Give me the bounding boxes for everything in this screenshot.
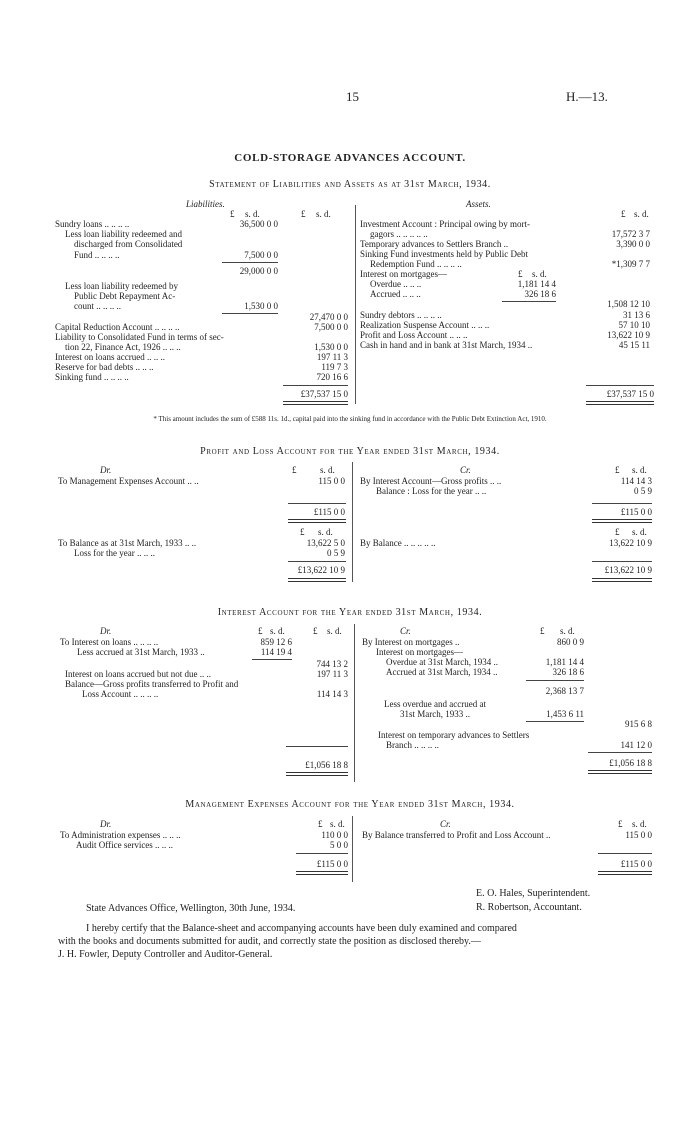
mgmt-dr-admin: To Administration expenses .. .. .. <box>60 830 181 840</box>
col-pound: £ <box>618 819 623 829</box>
liabilities-heading: Liabilities. <box>186 199 225 209</box>
liab-less-loan: Fund .. .. .. .. <box>74 250 120 260</box>
total-rule <box>588 752 652 753</box>
pl-cr-loss: Balance : Loss for the year .. .. <box>376 486 487 496</box>
int-cr-temporary: Branch .. .. .. .. <box>386 740 439 750</box>
liab-consolidated-fund: Liability to Consolidated Fund in terms of sec- <box>55 332 224 342</box>
col-pound: £ <box>301 209 306 219</box>
asset-total: £37,537 15 0 <box>606 389 654 399</box>
dr-label: Dr. <box>100 465 112 475</box>
int-dr-accrued-not-due: Interest on loans accrued but not due .. .. <box>65 669 211 679</box>
liab-subtotal-amount: 29,000 0 0 <box>239 266 278 276</box>
col-pound: £ <box>540 626 545 636</box>
cr-label: Cr. <box>400 626 411 636</box>
total-double-rule <box>598 871 652 875</box>
interest-divider <box>354 624 355 782</box>
liab-sinking-fund-amount: 720 16 6 <box>316 372 348 382</box>
liab-consolidated-fund: tion 22, Finance Act, 1926 .. .. .. <box>65 342 181 352</box>
asset-mortgages-total: 1,508 12 10 <box>607 299 650 309</box>
certificate-signature: J. H. Fowler, Deputy Controller and Auditor-General. <box>58 949 273 960</box>
liab-less-loan: discharged from Consolidated <box>74 239 183 249</box>
liab-pdr-amount: 1,530 0 0 <box>244 301 278 311</box>
pl-cr-loss-amount: 0 5 9 <box>634 486 652 496</box>
total-rule <box>288 503 346 504</box>
liab-less-loan-amount: 7,500 0 0 <box>244 250 278 260</box>
total-rule <box>283 385 348 386</box>
asset-sundry-debtors-amount: 31 13 6 <box>623 310 650 320</box>
int-dr-accrued-not-due-amount: 197 11 3 <box>316 669 348 679</box>
mgmt-cr-balance: By Balance transferred to Profit and Loss Account .. <box>362 830 551 840</box>
col-sd: s. d. <box>560 626 575 636</box>
liab-interest-accrued: Interest on loans accrued .. .. .. <box>55 352 165 362</box>
int-cr-accrued-amount: 326 18 6 <box>552 667 584 677</box>
col-sd: s. d. <box>270 626 285 636</box>
pl-dr-loss: Loss for the year .. .. .. <box>74 548 155 558</box>
office-date: State Advances Office, Wellington, 30th June, 1934. <box>86 903 296 914</box>
col-sd: s. d. <box>532 269 547 279</box>
pl-dr-management-amount: 115 0 0 <box>318 476 345 486</box>
liab-sundry-loans-amount: 36,500 0 0 <box>239 219 278 229</box>
total-double-rule <box>296 871 348 875</box>
int-dr-gross-profits: Loss Account .. .. .. .. <box>82 689 159 699</box>
col-pound: £ <box>615 465 620 475</box>
asset-temporary-advances: Temporary advances to Settlers Branch .. <box>360 239 509 249</box>
col-sd: s. d. <box>316 209 331 219</box>
pl-cr-interest-amount: 114 14 3 <box>620 476 652 486</box>
col-sd: s. d. <box>320 465 335 475</box>
signature-superintendent: E. O. Hales, Superintendent. <box>476 888 591 899</box>
int-dr-net-amount: 744 13 2 <box>316 659 348 669</box>
liab-capital-reduction: Capital Reduction Account .. .. .. .. <box>55 322 180 332</box>
profit-loss-heading: Profit and Loss Account for the Year ended 31st March, 1934. <box>200 446 500 457</box>
int-cr-overdue-amount: 1,181 14 4 <box>545 657 584 667</box>
certificate-line: I hereby certify that the Balance-sheet and accompanying accounts have been duly examined and compared <box>86 923 517 934</box>
asset-interest-mortgages: Interest on mortgages— <box>360 269 447 279</box>
subtotal-rule <box>222 262 278 263</box>
subtotal-rule <box>502 301 556 302</box>
liab-pdr: Public Debt Repayment Ac- <box>74 291 176 301</box>
col-sd: s. d. <box>632 465 647 475</box>
int-cr-less: 31st March, 1933 .. <box>400 709 470 719</box>
asset-investment: gagors .. .. .. .. .. <box>370 229 428 239</box>
col-pound: £ <box>615 527 620 537</box>
subtotal-rule <box>526 721 584 722</box>
pl-dr-balance: To Balance as at 31st March, 1933 .. .. <box>58 538 197 548</box>
int-cr-mortgages: By Interest on mortgages .. <box>362 637 460 647</box>
col-pound: £ <box>313 626 318 636</box>
total-rule <box>592 503 652 504</box>
cr-label: Cr. <box>460 465 471 475</box>
asset-overdue: Overdue .. .. .. <box>370 279 422 289</box>
mgmt-dr-audit: Audit Office services .. .. .. <box>76 840 174 850</box>
total-rule <box>598 853 652 854</box>
pl-cr-interest: By Interest Account—Gross profits .. .. <box>360 476 502 486</box>
asset-sinking-fund-amount: *1,309 7 7 <box>611 259 650 269</box>
int-cr-less-amount: 1,453 6 11 <box>546 709 584 719</box>
certificate-line: with the books and documents submitted for audit, and correctly state the position as disclosed thereby.— <box>58 936 481 947</box>
interest-heading: Interest Account for the Year ended 31st March, 1934. <box>217 607 483 618</box>
int-dr-loans-amount: 859 12 6 <box>260 637 292 647</box>
pl-cr-total: £115 0 0 <box>620 507 652 517</box>
pl-divider <box>352 462 353 582</box>
int-dr-gross-profits-amount: 114 14 3 <box>316 689 348 699</box>
liab-reserve-amount: 119 7 3 <box>321 362 348 372</box>
int-cr-overdue: Overdue at 31st March, 1934 .. <box>386 657 498 667</box>
asset-profit-loss: Profit and Loss Account .. .. .. <box>360 330 468 340</box>
col-pound: £ <box>318 819 323 829</box>
management-heading: Management Expenses Account for the Year ended 31st March, 1934. <box>185 799 515 810</box>
asset-accrued-amount: 326 18 6 <box>524 289 556 299</box>
int-cr-net-amount: 915 6 8 <box>625 719 652 729</box>
page-number: 15 <box>346 89 359 104</box>
asset-sinking-fund: Redemption Fund .. .. .. .. <box>370 259 462 269</box>
pl-cr-total2: £13,622 10 9 <box>604 565 652 575</box>
liab-reserve: Reserve for bad debts .. .. .. <box>55 362 154 372</box>
document-title: COLD-STORAGE ADVANCES ACCOUNT. <box>234 152 466 164</box>
mgmt-dr-total: £115 0 0 <box>316 859 348 869</box>
asset-sinking-fund: Sinking Fund investments held by Public Debt <box>360 249 528 259</box>
subtotal-rule <box>526 680 584 681</box>
asset-investment: Investment Account : Principal owing by mort- <box>360 219 530 229</box>
pl-dr-total: £115 0 0 <box>313 507 345 517</box>
mgmt-cr-balance-amount: 115 0 0 <box>625 830 652 840</box>
total-double-rule <box>588 770 652 774</box>
int-dr-less-accrued-amount: 114 19 4 <box>260 647 292 657</box>
asset-cash-amount: 45 15 11 <box>618 340 650 350</box>
col-pound: £ <box>292 465 297 475</box>
management-divider <box>352 816 353 882</box>
int-dr-total: £1,056 18 8 <box>305 760 348 770</box>
mgmt-cr-total: £115 0 0 <box>620 859 652 869</box>
col-pound: £ <box>621 209 626 219</box>
liab-pdr: Less loan liability redeemed by <box>65 281 178 291</box>
total-rule <box>288 561 346 562</box>
int-cr-mortgages-sub: Interest on mortgages— <box>376 647 463 657</box>
asset-investment-amount: 17,572 3 7 <box>611 229 650 239</box>
total-rule <box>586 385 654 386</box>
total-rule <box>592 561 652 562</box>
col-sd: s. d. <box>330 819 345 829</box>
mgmt-dr-audit-amount: 5 0 0 <box>330 840 348 850</box>
col-pound: £ <box>258 626 263 636</box>
total-double-rule <box>286 772 348 776</box>
dr-label: Dr. <box>100 626 112 636</box>
int-dr-gross-profits: Balance—Gross profits transferred to Profit and <box>65 679 239 689</box>
int-cr-mortgages-amount: 860 0 9 <box>557 637 584 647</box>
liab-pdr: count .. .. .. .. <box>74 301 121 311</box>
statement-divider <box>355 205 356 404</box>
asset-realization: Realization Suspense Account .. .. .. <box>360 320 490 330</box>
asset-realization-amount: 57 10 10 <box>618 320 650 330</box>
liab-total: £37,537 15 0 <box>300 389 348 399</box>
total-rule <box>286 746 348 747</box>
statement-heading: Statement of Liabilities and Assets as at 31st March, 1934. <box>209 179 491 190</box>
liab-sinking-fund: Sinking fund .. .. .. .. <box>55 372 129 382</box>
report-ref: H.—13. <box>566 89 608 104</box>
liab-sundry-loans: Sundry loans .. .. .. .. <box>55 219 130 229</box>
total-double-rule <box>592 578 652 582</box>
int-dr-less-accrued: Less accrued at 31st March, 1933 .. <box>77 647 205 657</box>
int-cr-total: £1,056 18 8 <box>609 758 652 768</box>
asset-profit-loss-amount: 13,622 10 9 <box>607 330 650 340</box>
total-double-rule <box>592 519 652 523</box>
liab-net-loans-amount: 27,470 0 0 <box>309 312 348 322</box>
col-sd: s. d. <box>632 527 647 537</box>
total-double-rule <box>288 578 346 582</box>
pl-dr-management: To Management Expenses Account .. .. <box>58 476 199 486</box>
mgmt-dr-admin-amount: 110 0 0 <box>321 830 348 840</box>
liab-interest-accrued-amount: 197 11 3 <box>316 352 348 362</box>
liab-consolidated-fund-amount: 1,530 0 0 <box>314 342 348 352</box>
asset-sundry-debtors: Sundry debtors .. .. .. .. <box>360 310 442 320</box>
liab-less-loan: Less loan liability redeemed and <box>65 229 182 239</box>
int-cr-subtotal: 2,368 13 7 <box>545 686 584 696</box>
statement-footnote: * This amount includes the sum of £588 11s. 1d., capital paid into the sinking fund in accordance with the Public Debt Extinction Act, 1910. <box>153 415 547 423</box>
int-cr-temporary: Interest on temporary advances to Settlers <box>378 730 530 740</box>
cr-label: Cr. <box>440 819 451 829</box>
assets-heading: Assets. <box>466 199 491 209</box>
col-sd: s. d. <box>327 626 342 636</box>
total-double-rule <box>283 401 348 405</box>
col-pound: £ <box>300 527 305 537</box>
int-cr-less: Less overdue and accrued at <box>384 699 486 709</box>
asset-accrued: Accrued .. .. .. <box>370 289 421 299</box>
pl-cr-balance-amount: 13,622 10 9 <box>609 538 652 548</box>
pl-dr-total2: £13,622 10 9 <box>297 565 345 575</box>
asset-cash: Cash in hand and in bank at 31st March, 1934 .. <box>360 340 533 350</box>
col-sd: s. d. <box>632 819 647 829</box>
total-rule <box>296 853 348 854</box>
int-dr-loans: To Interest on loans .. .. .. .. <box>60 637 159 647</box>
pl-dr-loss-amount: 0 5 9 <box>327 548 345 558</box>
dr-label: Dr. <box>100 819 112 829</box>
liab-capital-reduction-amount: 7,500 0 0 <box>314 322 348 332</box>
int-cr-accrued: Accrued at 31st March, 1934 .. <box>386 667 498 677</box>
int-cr-temporary-amount: 141 12 0 <box>620 740 652 750</box>
total-double-rule <box>288 519 346 523</box>
pl-dr-balance-amount: 13,622 5 0 <box>306 538 345 548</box>
signature-accountant: R. Robertson, Accountant. <box>476 902 582 913</box>
col-pound: £ <box>230 209 235 219</box>
asset-overdue-amount: 1,181 14 4 <box>517 279 556 289</box>
col-sd: s. d. <box>245 209 260 219</box>
asset-temporary-advances-amount: 3,390 0 0 <box>616 239 650 249</box>
col-sd: s. d. <box>318 527 333 537</box>
total-double-rule <box>586 401 654 405</box>
col-sd: s. d. <box>634 209 649 219</box>
col-pound: £ <box>518 269 523 279</box>
pl-cr-balance: By Balance .. .. .. .. .. <box>360 538 436 548</box>
